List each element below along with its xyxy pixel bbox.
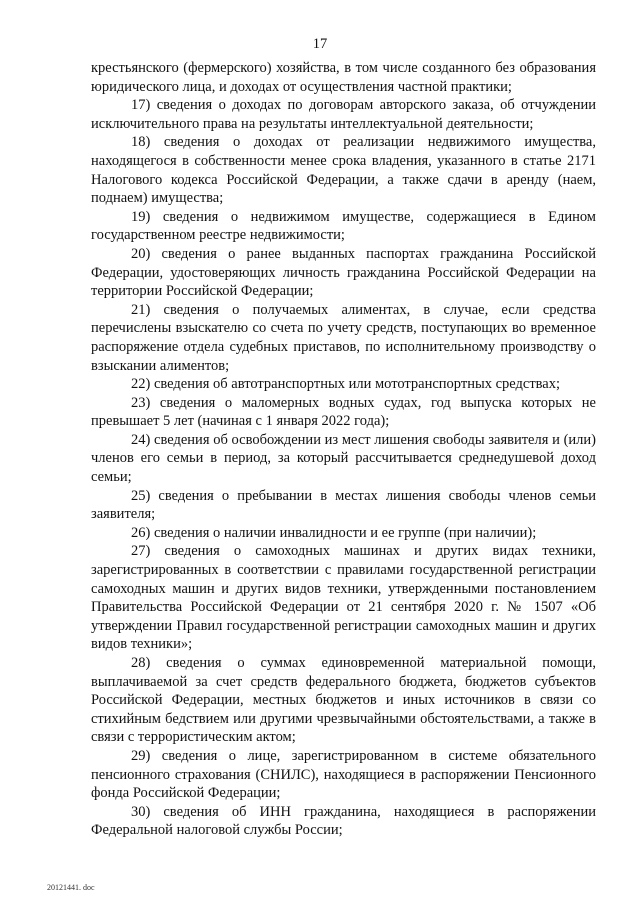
list-item-24: 24) сведения об освобождении из мест лишения свободы заявителя и (или) членов его семьи в период, за который рассчитывается среднедушевой доход семьи; <box>91 431 596 486</box>
list-item-18: 18) сведения о доходах от реализации недвижимого имущества, находящегося в собственности менее срока владения, указанного в статье 2171 Налогового кодекса Российской Федерации, а также сдачи в аренду (наем, поднаем) имущества; <box>91 134 596 207</box>
footer-filename: 20121441. doc <box>47 883 95 892</box>
list-item-25: 25) сведения о пребывании в местах лишения свободы членов семьи заявителя; <box>91 487 596 523</box>
list-item-28: 28) сведения о суммах единовременной материальной помощи, выплачиваемой за счет средств федерального бюджета, бюджетов субъектов Российской Федерации, местных бюджетов и иных источников в связи со стихийным бедствием или другими чрезвычайными обстоятельствами, а также в связи с террористическим актом; <box>91 655 596 746</box>
list-item-20: 20) сведения о ранее выданных паспортах гражданина Российской Федерации, удостоверяющих личность гражданина Российской Федерации на территории Российской Федерации; <box>91 245 596 300</box>
paragraph-continuation: крестьянского (фермерского) хозяйства, в том числе созданного без образования юридического лица, и доходах от осуществления частной практики; <box>91 60 596 95</box>
list-item-19: 19) сведения о недвижимом имуществе, содержащиеся в Едином государственном реестре недвижимости; <box>91 208 596 244</box>
document-body <box>91 59 596 840</box>
list-item-22: 22) сведения об автотранспортных или мототранспортных средствах; <box>131 376 561 393</box>
list-item-23: 23) сведения о маломерных водных судах, год выпуска которых не превышает 5 лет (начиная с 1 января 2022 года); <box>91 394 596 430</box>
list-item-30: 30) сведения об ИНН гражданина, находящиеся в распоряжении Федеральной налоговой службы России; <box>91 803 596 839</box>
list-item-29: 29) сведения о лице, зарегистрированном в системе обязательного пенсионного страхования (СНИЛС), находящиеся в распоряжении Пенсионного фонда Российской Федерации; <box>91 747 596 802</box>
list-item-27: 27) сведения о самоходных машинах и других видах техники, зарегистрированных в соответствии с правилами государственной регистрации самоходных машин и других видов техники, утвержденными постановлением Правительства Российской Федерации от 21 сентября 2020 г. № 1507 «Об утверждении Правил государственной регистрации самоходных машин и других видов техники»; <box>91 543 596 653</box>
list-item-21: 21) сведения о получаемых алиментах, в случае, если средства перечислены взыскателю со счета по учету средств, поступающих во временное распоряжение отдела судебных приставов, по исполнительному производству о взыскании алиментов; <box>91 301 596 374</box>
list-item-17: 17) сведения о доходах по договорам авторского заказа, об отчуждении исключительного права на результаты интеллектуальной деятельности; <box>91 97 596 132</box>
page-number: 17 <box>312 36 328 52</box>
list-item-26: 26) сведения о наличии инвалидности и ее группе (при наличии); <box>131 524 537 541</box>
